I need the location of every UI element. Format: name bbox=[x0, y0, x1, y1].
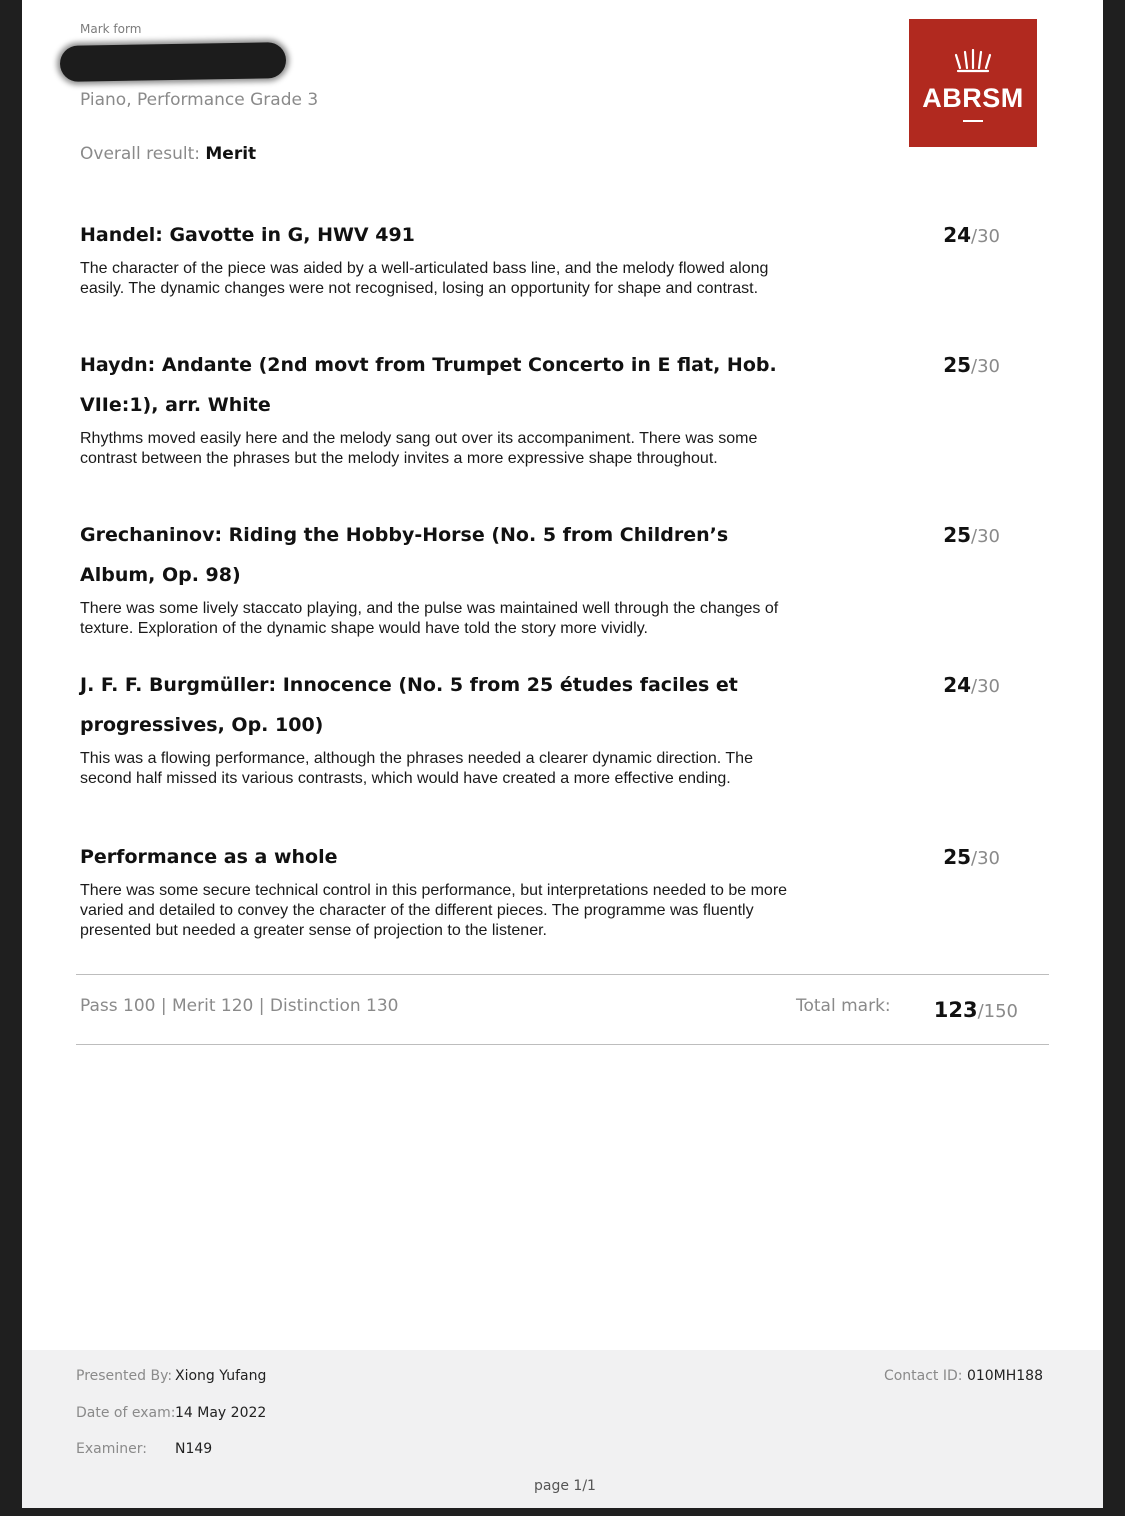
exam-date-value: 14 May 2022 bbox=[175, 1405, 267, 1421]
overall-result-label: Overall result: bbox=[80, 144, 200, 164]
piece-comment: This was a flowing performance, although the phrases needed a clearer dynamic direction. The second half missed its various contrasts, which would have created a more effective ending. bbox=[80, 750, 753, 787]
divider-bottom bbox=[76, 1044, 1049, 1045]
presented-by-value: Xiong Yufang bbox=[175, 1368, 267, 1384]
contact-id-label: Contact ID: bbox=[883, 1368, 963, 1384]
piece-title: Haydn: Andante (2nd movt from Trumpet Concerto in E flat, Hob. VIIe:1), arr. White bbox=[80, 354, 777, 416]
piece-comment: There was some lively staccato playing, and the pulse was maintained well through the changes of texture. Exploration of the dynamic shape would have told the story more vividly. bbox=[80, 600, 779, 637]
mark-max: /30 bbox=[971, 356, 1000, 377]
piece-comment: The character of the piece was aided by a well-articulated bass line, and the melody flowed along easily. The dynamic changes were not recognised, losing an opportunity for shape and contrast. bbox=[80, 260, 769, 297]
mark-value: 24 bbox=[943, 673, 972, 697]
examiner-value: N149 bbox=[175, 1441, 213, 1457]
mark-max: /30 bbox=[971, 526, 1000, 547]
piece-title: Performance as a whole bbox=[80, 846, 338, 868]
piece-3 bbox=[80, 515, 1000, 639]
piece-title: Grechaninov: Riding the Hobby-Horse (No. 5 from Children’s Album, Op. 98) bbox=[80, 524, 729, 586]
piece-title: Handel: Gavotte in G, HWV 491 bbox=[80, 224, 415, 246]
crown-icon bbox=[952, 49, 994, 75]
form-label: Mark form bbox=[80, 22, 142, 36]
total-mark bbox=[934, 998, 1018, 1022]
piece-2 bbox=[80, 345, 1000, 469]
examiner-label: Examiner: bbox=[76, 1441, 147, 1457]
piece-mark bbox=[943, 223, 1000, 247]
piece-1 bbox=[80, 215, 1000, 299]
piece-mark bbox=[943, 673, 1000, 697]
mark-value: 25 bbox=[943, 353, 972, 377]
mark-form-page bbox=[22, 0, 1103, 1508]
piece-mark bbox=[943, 523, 1000, 547]
performance-whole bbox=[80, 837, 1000, 941]
piece-4 bbox=[80, 665, 1000, 789]
footer bbox=[22, 1350, 1103, 1508]
logo-text: ABRSM bbox=[922, 83, 1024, 113]
piece-title: J. F. F. Burgmüller: Innocence (No. 5 from 25 études faciles et progressives, Op. 100) bbox=[80, 674, 738, 736]
overall-result bbox=[80, 144, 256, 164]
mark-max: /30 bbox=[971, 226, 1000, 247]
abrsm-logo bbox=[909, 19, 1037, 147]
grade-thresholds: Pass 100 | Merit 120 | Distinction 130 bbox=[80, 996, 399, 1016]
total-mark-label: Total mark: bbox=[796, 996, 891, 1016]
piece-comment: Rhythms moved easily here and the melody sang out over its accompaniment. There was some contrast between the phrases but the melody invites a more expressive shape throughout. bbox=[80, 430, 758, 467]
contact-id bbox=[884, 1368, 1043, 1384]
subject-title: Piano, Performance Grade 3 bbox=[80, 90, 319, 110]
logo-dash bbox=[963, 120, 983, 122]
redacted-name bbox=[60, 42, 287, 82]
mark-value: 25 bbox=[943, 845, 972, 869]
total-mark-max: /150 bbox=[977, 1001, 1018, 1022]
exam-date-label: Date of exam: bbox=[76, 1405, 176, 1421]
total-mark-value: 123 bbox=[933, 998, 978, 1022]
mark-max: /30 bbox=[971, 676, 1000, 697]
overall-result-value: Merit bbox=[205, 144, 257, 164]
page-number: page 1/1 bbox=[534, 1478, 596, 1494]
piece-comment: There was some secure technical control in this performance, but interpretations needed to be more varied and detailed to convey the character of the different pieces. The programme was fluently presented but needed a greater sense of projection to the listener. bbox=[80, 882, 788, 939]
presented-by-label: Presented By: bbox=[76, 1368, 173, 1384]
piece-mark bbox=[943, 845, 1000, 869]
piece-mark bbox=[943, 353, 1000, 377]
contact-id-value: 010MH188 bbox=[966, 1368, 1043, 1384]
mark-value: 24 bbox=[943, 223, 972, 247]
divider-top bbox=[76, 974, 1049, 975]
mark-max: /30 bbox=[971, 848, 1000, 869]
mark-value: 25 bbox=[943, 523, 972, 547]
